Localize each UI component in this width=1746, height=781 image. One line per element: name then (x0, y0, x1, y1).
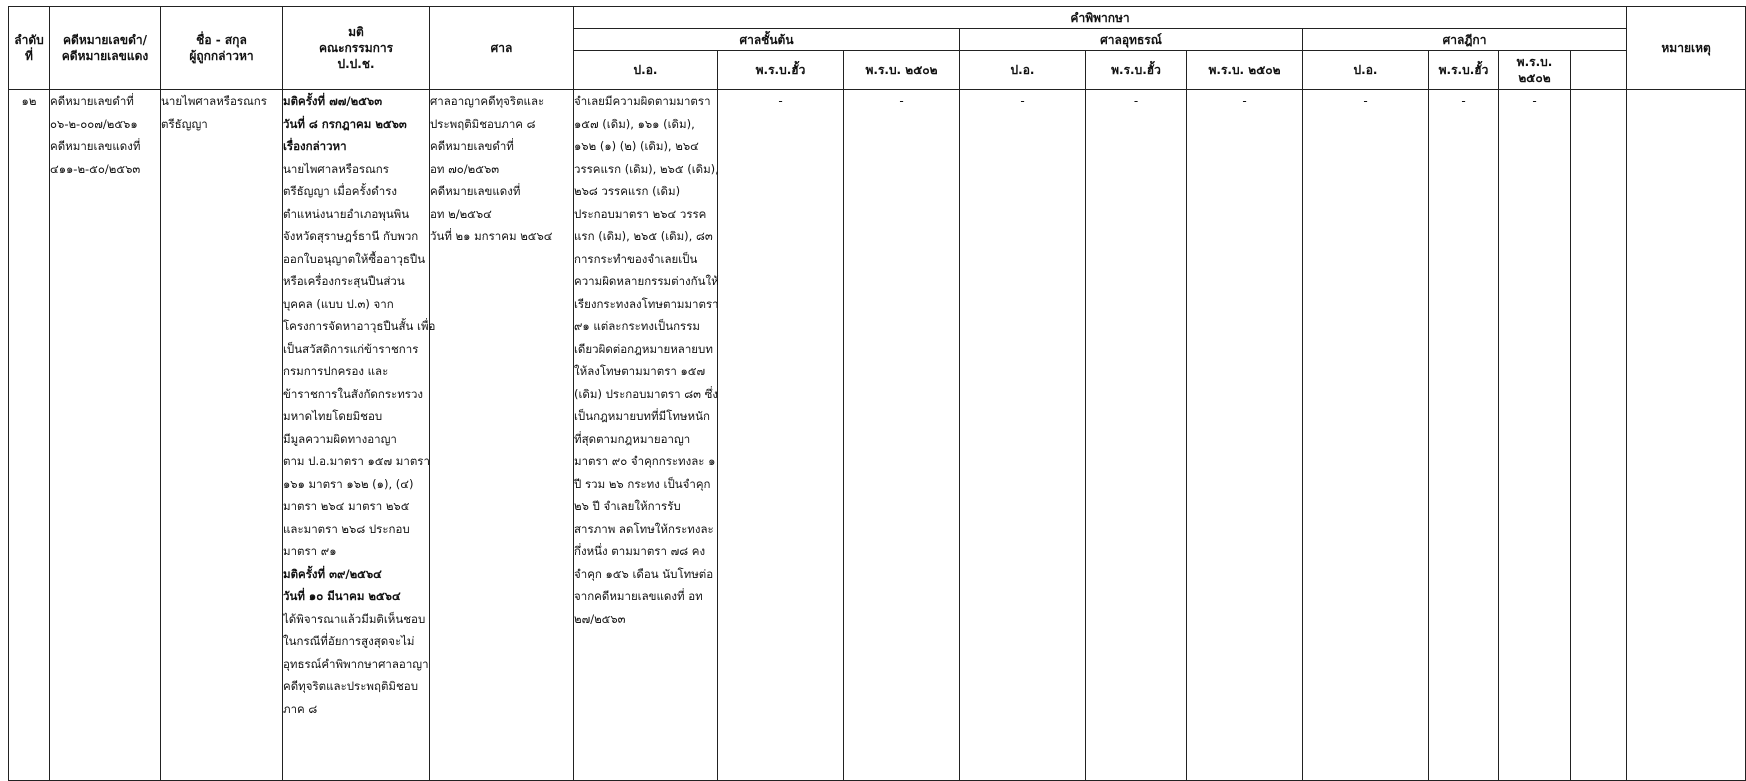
resolution-line: หรือเครื่องกระสุนปืนส่วน (283, 274, 405, 288)
header-court: ศาล (430, 7, 574, 90)
subheader-appeal-2502: พ.ร.บ. ๒๕๐๒ (1187, 51, 1303, 90)
header-supreme-court: ศาลฎีกา (1303, 29, 1627, 51)
header-supreme-extra (1571, 51, 1627, 90)
court-line: อท ๒/๒๕๖๔ (430, 206, 492, 221)
first-court-po-line: ๑๕๗ (เดิม), ๑๖๑ (เดิม), (574, 116, 695, 131)
row-supreme-2502: - (1499, 90, 1571, 781)
row-resolution (283, 90, 436, 781)
resolution-line: ภาค ๘ (283, 701, 318, 716)
subheader-first-hua: พ.ร.บ.ฮั้ว (718, 51, 844, 90)
first-court-po-line: เดียวผิดต่อกฎหมายหลายบท (574, 341, 713, 356)
resolution-line: วันที่ ๘ กรกฎาคม ๒๕๖๓ (283, 116, 407, 131)
first-court-po-line: จากคดีหมายเลขแดงที่ อท (574, 589, 703, 603)
header-remark: หมายเหตุ (1627, 7, 1746, 90)
row-supreme-extra (1571, 90, 1627, 781)
subheader-first-2502: พ.ร.บ. ๒๕๐๒ (844, 51, 960, 90)
resolution-line: คดีทุจริตและประพฤติมิชอบ (283, 679, 419, 693)
resolution-line: อุทธรณ์คำพิพากษาศาลอาญา (283, 656, 429, 671)
first-court-po-line: จำคุก ๑๕๖ เดือน นับโทษต่อ (574, 566, 714, 581)
header-judgment: คำพิพากษา (574, 7, 1627, 29)
header-appeal-court: ศาลอุทธรณ์ (960, 29, 1303, 51)
resolution-line: ตาม ป.อ.มาตรา ๑๕๗ มาตรา (283, 454, 430, 468)
subheader-supreme-2502: พ.ร.บ. ๒๕๐๒ (1499, 51, 1571, 90)
resolution-line: ในกรณีที่อัยการสูงสุดจะไม่ (283, 634, 415, 648)
resolution-line: ข้าราชการในสังกัดกระทรวง (283, 386, 424, 401)
judgment-table (8, 6, 1746, 781)
header-accused-name: ชื่อ - สกุล ผู้ถูกกล่าวหา (161, 7, 283, 90)
first-court-po-line: ให้ลงโทษตามมาตรา ๑๕๗ (574, 364, 706, 378)
resolution-line: ตำแหน่งนายอำเภอพุนพิน (283, 206, 410, 221)
resolution-line: ตรีธัญญา เมื่อครั้งดำรง (283, 184, 397, 198)
court-line: อท ๗๐/๒๕๖๓ (430, 161, 500, 176)
row-supreme-hua: - (1429, 90, 1499, 781)
resolution-line: มติครั้งที่ ๓๙/๒๕๖๔ (283, 566, 382, 581)
row-first-court-2502: - (844, 90, 960, 781)
header-order: ลำดับ ที่ (9, 7, 50, 90)
first-court-po-line: การกระทำของจำเลยเป็น (574, 251, 698, 266)
court-line: วันที่ ๒๑ มกราคม ๒๕๖๔ (430, 229, 553, 243)
resolution-line: และมาตรา ๒๖๘ ประกอบ (283, 521, 410, 536)
row-accused-name: นายไพศาลหรือรณกร ตรีธัญญา (161, 90, 283, 781)
court-line: คดีหมายเลขดำที่ (430, 139, 514, 153)
subheader-appeal-hua: พ.ร.บ.ฮั้ว (1086, 51, 1187, 90)
resolution-line: มาตรา ๒๖๔ มาตรา ๒๖๕ (283, 499, 410, 513)
first-court-po-line: วรรคแรก (เดิม), ๒๖๕ (เดิม), (574, 161, 719, 176)
row-appeal-po: - (960, 90, 1086, 781)
first-court-po-line: มาตรา ๙๐ จำคุกกระทงละ ๑ (574, 454, 716, 468)
row-first-court-hua: - (718, 90, 844, 781)
first-court-po-line: แรก (เดิม), ๒๖๕ (เดิม), ๘๓ (574, 229, 713, 243)
row-remark (1627, 90, 1746, 781)
row-supreme-po: - (1303, 90, 1429, 781)
header-case-number: คดีหมายเลขดำ/ คดีหมายเลขแดง (50, 7, 161, 90)
first-court-po-line: ปี รวม ๒๖ กระทง เป็นจำคุก (574, 476, 711, 491)
resolution-line: นายไพศาลหรือรณกร (283, 161, 389, 176)
header-resolution: มติ คณะกรรมการ ป.ป.ช. (283, 7, 430, 90)
first-court-po-line: ๒๖๘ วรรคแรก (เดิม) (574, 184, 681, 198)
row-number: ๑๒ (9, 90, 50, 781)
subheader-appeal-po: ป.อ. (960, 51, 1086, 90)
table-row (9, 90, 1746, 781)
first-court-po-line: ๙๑ แต่ละกระทงเป็นกรรม (574, 319, 700, 333)
court-line: ศาลอาญาคดีทุจริตและ (430, 94, 545, 108)
first-court-po-line: ที่สุดตามกฎหมายอาญา (574, 431, 691, 446)
subheader-supreme-hua: พ.ร.บ.ฮั้ว (1429, 51, 1499, 90)
header-first-court: ศาลชั้นต้น (574, 29, 960, 51)
resolution-line: จังหวัดสุราษฎร์ธานี กับพวก (283, 229, 419, 243)
resolution-line: มีมูลความผิดทางอาญา (283, 431, 397, 446)
first-court-po-line: ๒๗/๒๕๖๓ (574, 611, 626, 626)
first-court-po-line: ๒๖ ปี จำเลยให้การรับ (574, 499, 681, 513)
first-court-po-line: ประกอบมาตรา ๒๖๔ วรรค (574, 206, 707, 221)
resolution-line: ได้พิจารณาแล้วมีมติเห็นชอบ (283, 611, 426, 626)
first-court-po-line: กึ่งหนึ่ง ตามมาตรา ๗๘ คง (574, 544, 706, 558)
subheader-supreme-po: ป.อ. (1303, 51, 1429, 90)
resolution-line: บุคคล (แบบ ป.๓) จาก (283, 296, 394, 311)
resolution-line: เป็นสวัสดิการแก่ข้าราชการ (283, 341, 419, 356)
resolution-line: ออกใบอนุญาตให้ซื้ออาวุธปืน (283, 251, 426, 266)
first-court-po-line: จำเลยมีความผิดตามมาตรา (574, 94, 711, 108)
resolution-line: กรมการปกครอง และ (283, 364, 389, 378)
first-court-po-line: เป็นกฎหมายบทที่มีโทษหนัก (574, 409, 710, 423)
row-appeal-2502: - (1187, 90, 1303, 781)
resolution-line: มหาดไทยโดยมิชอบ (283, 409, 383, 423)
resolution-line: เรื่องกล่าวหา (283, 139, 347, 153)
first-court-po-line: ความผิดหลายกรรมต่างกันให้ (574, 274, 719, 288)
first-court-po-line: ๑๖๒ (๑) (๒) (เดิม), ๒๖๔ (574, 139, 699, 153)
resolution-line: ๑๖๑ มาตรา ๑๖๒ (๑), (๔) (283, 476, 414, 491)
resolution-line: มติครั้งที่ ๗๗/๒๕๖๓ (283, 94, 383, 108)
row-case-number: คดีหมายเลขดำที่ ๐๖-๒-๐๐๗/๒๕๖๑ คดีหมายเลขแดงที่ ๔๑๑-๒-๕๐/๒๕๖๓ (50, 90, 161, 781)
row-first-court-po (574, 90, 718, 781)
first-court-po-line: เรียงกระทงลงโทษตามมาตรา (574, 296, 719, 311)
row-court (430, 90, 574, 781)
court-line: คดีหมายเลขแดงที่ (430, 184, 521, 198)
first-court-po-line: (เดิม) ประกอบมาตรา ๘๓ ซึ่ง (574, 386, 719, 401)
subheader-first-po: ป.อ. (574, 51, 718, 90)
resolution-line: วันที่ ๑๐ มีนาคม ๒๕๖๔ (283, 589, 401, 603)
resolution-line: มาตรา ๙๑ (283, 544, 337, 558)
resolution-line: โครงการจัดหาอาวุธปืนสั้น เพื่อ (283, 319, 436, 333)
court-line: ประพฤติมิชอบภาค ๘ (430, 116, 536, 131)
row-appeal-hua: - (1086, 90, 1187, 781)
first-court-po-line: สารภาพ ลดโทษให้กระทงละ (574, 521, 714, 536)
